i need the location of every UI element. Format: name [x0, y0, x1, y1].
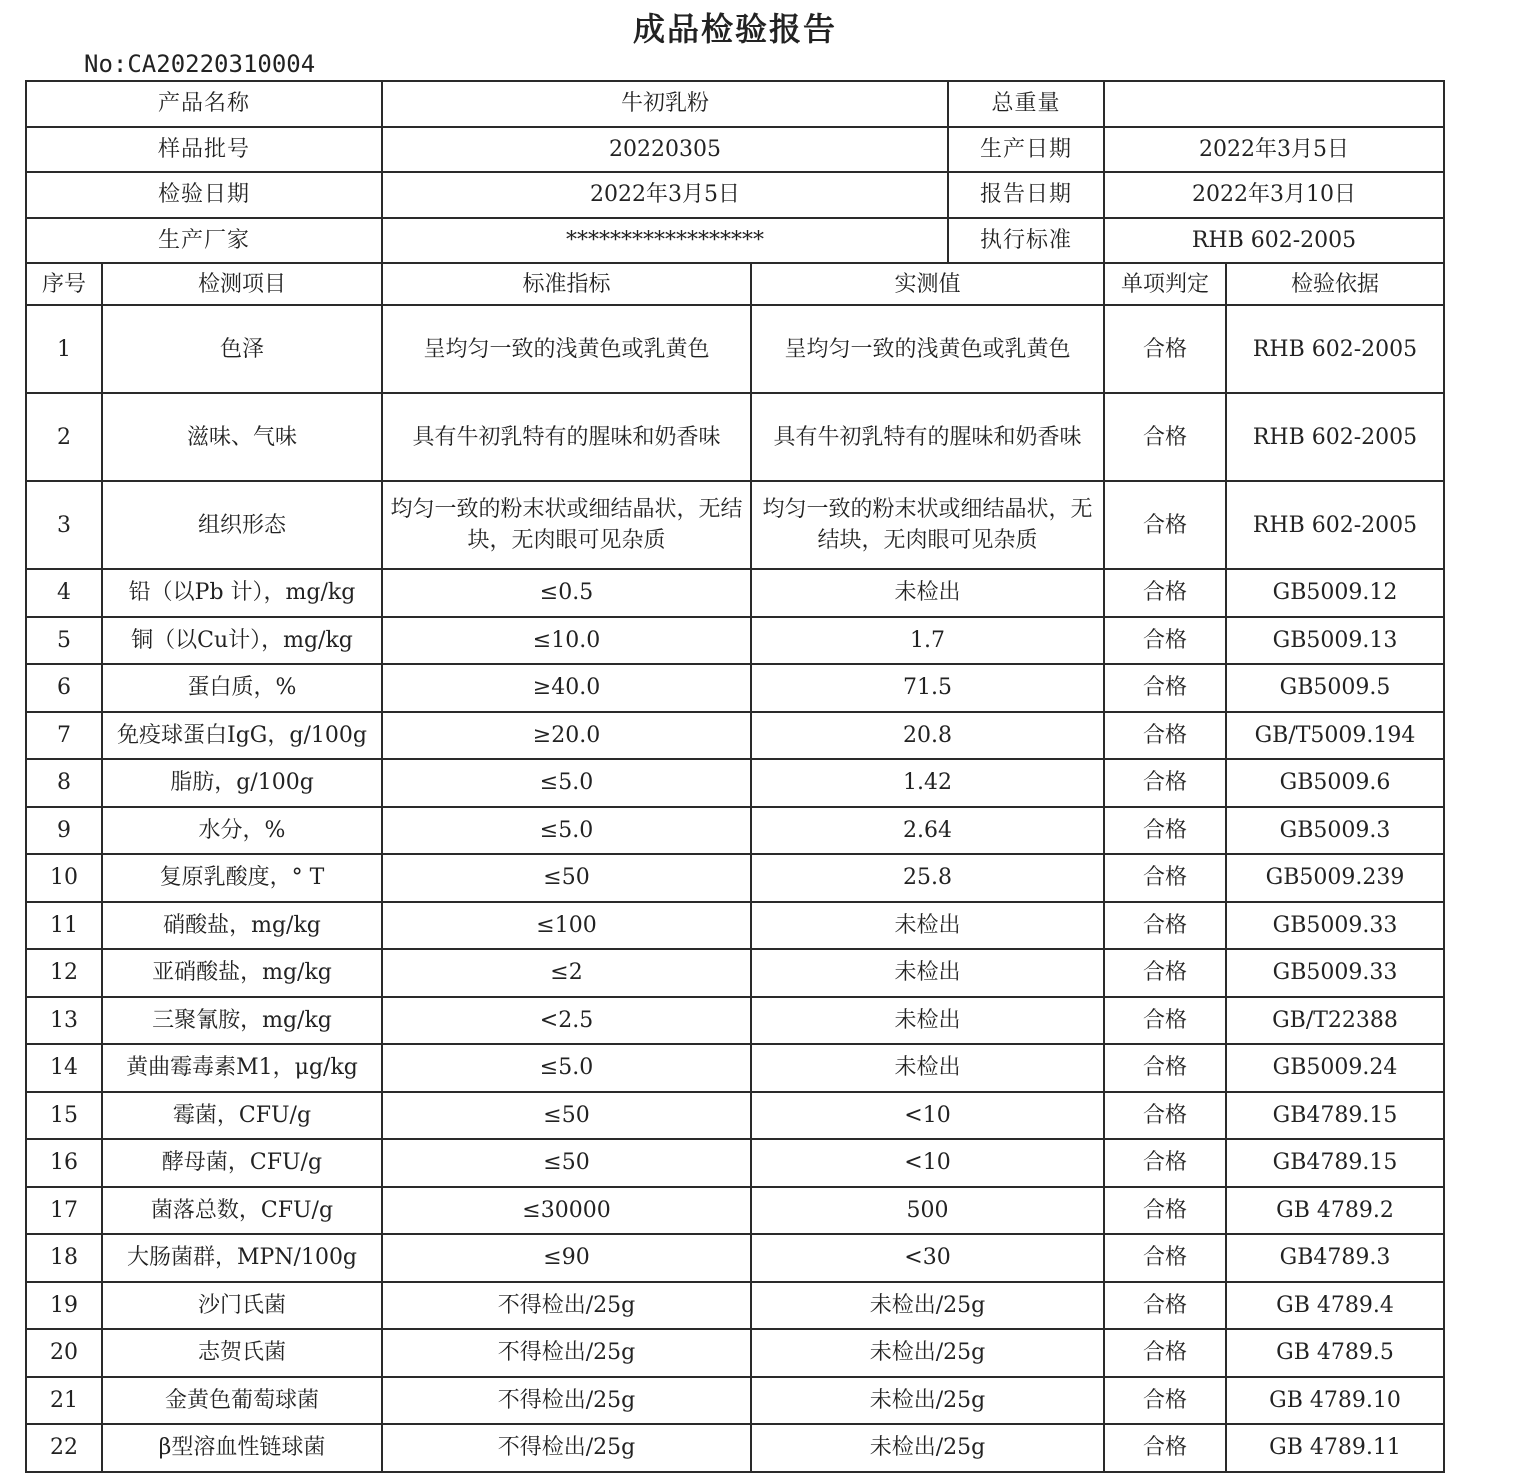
test-method: GB5009.13: [1226, 617, 1444, 665]
verdict: 合格: [1104, 949, 1226, 997]
standard-spec: 均匀一致的粉末状或细结晶状，无结块，无肉眼可见杂质: [382, 481, 751, 569]
row-number: 9: [26, 807, 102, 855]
test-item: 脂肪，g/100g: [102, 759, 382, 807]
table-row: [26, 1424, 1444, 1472]
test-item: 水分，%: [102, 807, 382, 855]
test-method: GB5009.12: [1226, 569, 1444, 617]
inspection-date-value: 2022年3月5日: [382, 172, 948, 218]
standard-spec: ≥20.0: [382, 712, 751, 760]
test-method: GB4789.15: [1226, 1139, 1444, 1187]
test-method: GB 4789.2: [1226, 1187, 1444, 1235]
production-date-value: 2022年3月5日: [1104, 127, 1444, 173]
table-row: [26, 997, 1444, 1045]
table-row: [26, 1377, 1444, 1425]
verdict: 合格: [1104, 1329, 1226, 1377]
verdict: 合格: [1104, 617, 1226, 665]
verdict: 合格: [1104, 1282, 1226, 1330]
table-row: [26, 481, 1444, 569]
table-row: [26, 617, 1444, 665]
test-item: 蛋白质，%: [102, 664, 382, 712]
test-method: RHB 602-2005: [1226, 305, 1444, 393]
standard-spec: ≤5.0: [382, 759, 751, 807]
test-method: RHB 602-2005: [1226, 481, 1444, 569]
row-number: 15: [26, 1092, 102, 1140]
standard-value: RHB 602-2005: [1104, 218, 1444, 264]
test-item: 色泽: [102, 305, 382, 393]
row-number: 8: [26, 759, 102, 807]
info-row: [26, 127, 1444, 173]
measured-value: 未检出/25g: [751, 1424, 1104, 1472]
test-method: GB5009.239: [1226, 854, 1444, 902]
row-number: 19: [26, 1282, 102, 1330]
test-method: RHB 602-2005: [1226, 393, 1444, 481]
row-number: 17: [26, 1187, 102, 1235]
table-row: [26, 1282, 1444, 1330]
table-row: [26, 854, 1444, 902]
table-row: [26, 1044, 1444, 1092]
verdict: 合格: [1104, 1139, 1226, 1187]
production-date-label: 生产日期: [948, 127, 1104, 173]
table-row: [26, 1139, 1444, 1187]
column-header: 实测值: [751, 263, 1104, 305]
test-item: 组织形态: [102, 481, 382, 569]
verdict: 合格: [1104, 712, 1226, 760]
standard-label: 执行标准: [948, 218, 1104, 264]
measured-value: 71.5: [751, 664, 1104, 712]
column-header: 序号: [26, 263, 102, 305]
table-row: [26, 759, 1444, 807]
measured-value: 未检出/25g: [751, 1282, 1104, 1330]
test-method: GB 4789.10: [1226, 1377, 1444, 1425]
verdict: 合格: [1104, 1377, 1226, 1425]
test-method: GB5009.33: [1226, 902, 1444, 950]
row-number: 22: [26, 1424, 102, 1472]
test-item: 复原乳酸度，° T: [102, 854, 382, 902]
verdict: 合格: [1104, 569, 1226, 617]
standard-spec: ≤2: [382, 949, 751, 997]
report-date-value: 2022年3月10日: [1104, 172, 1444, 218]
table-row: [26, 569, 1444, 617]
measured-value: 未检出/25g: [751, 1377, 1104, 1425]
measured-value: 25.8: [751, 854, 1104, 902]
test-item: 硝酸盐，mg/kg: [102, 902, 382, 950]
standard-spec: 具有牛初乳特有的腥味和奶香味: [382, 393, 751, 481]
measured-value: 20.8: [751, 712, 1104, 760]
manufacturer-label: 生产厂家: [26, 218, 382, 264]
test-method: GB 4789.5: [1226, 1329, 1444, 1377]
row-number: 1: [26, 305, 102, 393]
standard-spec: ≥40.0: [382, 664, 751, 712]
test-method: GB5009.33: [1226, 949, 1444, 997]
measured-value: 未检出: [751, 997, 1104, 1045]
standard-spec: 不得检出/25g: [382, 1329, 751, 1377]
measured-value: 500: [751, 1187, 1104, 1235]
results-body: [26, 305, 1444, 1472]
verdict: 合格: [1104, 854, 1226, 902]
standard-spec: 不得检出/25g: [382, 1377, 751, 1425]
column-header: 标准指标: [382, 263, 751, 305]
test-item: 亚硝酸盐，mg/kg: [102, 949, 382, 997]
verdict: 合格: [1104, 1092, 1226, 1140]
table-row: [26, 664, 1444, 712]
measured-value: 未检出: [751, 1044, 1104, 1092]
column-header: 检测项目: [102, 263, 382, 305]
verdict: 合格: [1104, 807, 1226, 855]
row-number: 2: [26, 393, 102, 481]
test-method: GB5009.6: [1226, 759, 1444, 807]
row-number: 18: [26, 1234, 102, 1282]
standard-spec: ≤5.0: [382, 1044, 751, 1092]
report-title: 成品检验报告: [632, 10, 837, 48]
table-row: [26, 1329, 1444, 1377]
test-method: GB 4789.11: [1226, 1424, 1444, 1472]
verdict: 合格: [1104, 664, 1226, 712]
measured-value: <30: [751, 1234, 1104, 1282]
table-row: [26, 712, 1444, 760]
verdict: 合格: [1104, 759, 1226, 807]
table-header-row: [26, 263, 1444, 305]
test-item: 沙门氏菌: [102, 1282, 382, 1330]
info-row: [26, 218, 1444, 264]
measured-value: <10: [751, 1092, 1104, 1140]
row-number: 13: [26, 997, 102, 1045]
product-name-value: 牛初乳粉: [382, 81, 948, 127]
manufacturer-value: ******************: [382, 218, 948, 264]
row-number: 5: [26, 617, 102, 665]
measured-value: 未检出/25g: [751, 1329, 1104, 1377]
product-info-table: [25, 80, 1445, 264]
batch-value: 20220305: [382, 127, 948, 173]
test-method: GB/T22388: [1226, 997, 1444, 1045]
standard-spec: ≤50: [382, 854, 751, 902]
row-number: 3: [26, 481, 102, 569]
report-date-label: 报告日期: [948, 172, 1104, 218]
test-method: GB5009.24: [1226, 1044, 1444, 1092]
verdict: 合格: [1104, 1234, 1226, 1282]
verdict: 合格: [1104, 1044, 1226, 1092]
standard-spec: ≤50: [382, 1092, 751, 1140]
table-row: [26, 393, 1444, 481]
standard-spec: ≤100: [382, 902, 751, 950]
row-number: 20: [26, 1329, 102, 1377]
measured-value: 未检出: [751, 949, 1104, 997]
verdict: 合格: [1104, 481, 1226, 569]
row-number: 6: [26, 664, 102, 712]
test-item: 大肠菌群，MPN/100g: [102, 1234, 382, 1282]
table-row: [26, 305, 1444, 393]
table-row: [26, 1234, 1444, 1282]
test-method: GB5009.3: [1226, 807, 1444, 855]
row-number: 11: [26, 902, 102, 950]
row-number: 14: [26, 1044, 102, 1092]
verdict: 合格: [1104, 305, 1226, 393]
standard-spec: 不得检出/25g: [382, 1282, 751, 1330]
verdict: 合格: [1104, 1424, 1226, 1472]
measured-value: 2.64: [751, 807, 1104, 855]
table-row: [26, 949, 1444, 997]
measured-value: 未检出: [751, 902, 1104, 950]
test-method: GB4789.15: [1226, 1092, 1444, 1140]
standard-spec: ≤10.0: [382, 617, 751, 665]
test-item: 免疫球蛋白IgG，g/100g: [102, 712, 382, 760]
test-item: 滋味、气味: [102, 393, 382, 481]
row-number: 16: [26, 1139, 102, 1187]
table-row: [26, 1092, 1444, 1140]
test-item: 铅（以Pb 计），mg/kg: [102, 569, 382, 617]
table-row: [26, 807, 1444, 855]
row-number: 4: [26, 569, 102, 617]
verdict: 合格: [1104, 997, 1226, 1045]
measured-value: 具有牛初乳特有的腥味和奶香味: [751, 393, 1104, 481]
measured-value: 未检出: [751, 569, 1104, 617]
test-method: GB 4789.4: [1226, 1282, 1444, 1330]
product-name-label: 产品名称: [26, 81, 382, 127]
standard-spec: ≤30000: [382, 1187, 751, 1235]
test-item: 铜（以Cu计），mg/kg: [102, 617, 382, 665]
verdict: 合格: [1104, 393, 1226, 481]
test-method: GB/T5009.194: [1226, 712, 1444, 760]
standard-spec: 呈均匀一致的浅黄色或乳黄色: [382, 305, 751, 393]
standard-spec: ≤50: [382, 1139, 751, 1187]
standard-spec: ≤5.0: [382, 807, 751, 855]
row-number: 21: [26, 1377, 102, 1425]
measured-value: 均匀一致的粉末状或细结晶状，无结块，无肉眼可见杂质: [751, 481, 1104, 569]
measured-value: <10: [751, 1139, 1104, 1187]
info-row: [26, 172, 1444, 218]
total-weight-label: 总重量: [948, 81, 1104, 127]
report-number: No:CA20220310004: [84, 50, 316, 78]
info-row: [26, 81, 1444, 127]
batch-label: 样品批号: [26, 127, 382, 173]
test-method: GB5009.5: [1226, 664, 1444, 712]
verdict: 合格: [1104, 902, 1226, 950]
measured-value: 呈均匀一致的浅黄色或乳黄色: [751, 305, 1104, 393]
row-number: 12: [26, 949, 102, 997]
table-row: [26, 902, 1444, 950]
column-header: 检验依据: [1226, 263, 1444, 305]
row-number: 10: [26, 854, 102, 902]
standard-spec: 不得检出/25g: [382, 1424, 751, 1472]
test-item: 黄曲霉毒素M1，μg/kg: [102, 1044, 382, 1092]
column-header: 单项判定: [1104, 263, 1226, 305]
results-table: [25, 262, 1445, 1473]
test-item: β型溶血性链球菌: [102, 1424, 382, 1472]
table-row: [26, 1187, 1444, 1235]
standard-spec: ≤0.5: [382, 569, 751, 617]
standard-spec: <2.5: [382, 997, 751, 1045]
inspection-date-label: 检验日期: [26, 172, 382, 218]
test-item: 霉菌，CFU/g: [102, 1092, 382, 1140]
row-number: 7: [26, 712, 102, 760]
test-method: GB4789.3: [1226, 1234, 1444, 1282]
test-item: 金黄色葡萄球菌: [102, 1377, 382, 1425]
test-item: 三聚氰胺，mg/kg: [102, 997, 382, 1045]
measured-value: 1.7: [751, 617, 1104, 665]
total-weight-value: [1104, 81, 1444, 127]
standard-spec: ≤90: [382, 1234, 751, 1282]
test-item: 菌落总数，CFU/g: [102, 1187, 382, 1235]
verdict: 合格: [1104, 1187, 1226, 1235]
measured-value: 1.42: [751, 759, 1104, 807]
test-item: 酵母菌，CFU/g: [102, 1139, 382, 1187]
test-item: 志贺氏菌: [102, 1329, 382, 1377]
